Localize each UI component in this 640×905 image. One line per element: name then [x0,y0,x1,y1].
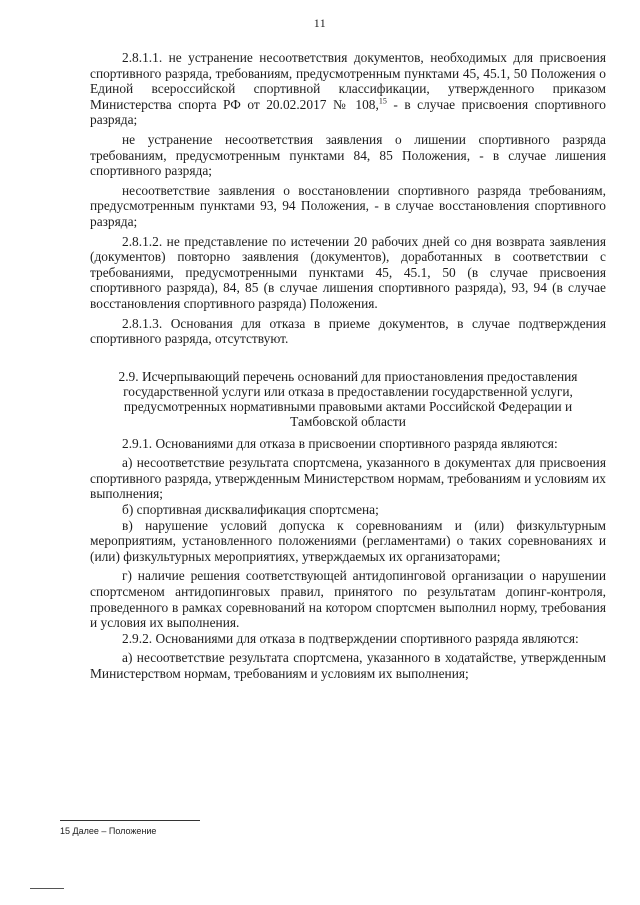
paragraph-2-9-1: 2.9.1. Основаниями для отказа в присвоении спортивного разряда являются: [122,435,558,451]
paragraph-2-8-1-2: 2.8.1.2. не представление по истечении 20 рабочих дней со дня возврата заявления (документов) повторно заявления (документов), доработанных в соответствии с требованиями, предусмотренными пунктами 45, 45.1, 50 (в случае присвоения спортивного разряда), 84, 85 (в случае лишения спортивного разряда), 93, 94 (в случае восстановления спортивного разряда) Положения. [90,233,606,311]
section-heading-2-9: 2.9. Исчерпывающий перечень оснований для приостановления предоставления государственной услуги или отказа в предоставлении государственной услуги, предусмотренных нормативными правовыми актами Российской Федерации и Тамбовской области [118,368,578,429]
footnote: 15 Далее – Положение [60,826,157,836]
footnote-reference: 15 [378,96,387,106]
document-body [90,50,606,682]
bottom-divider [30,888,64,889]
paragraph-2-8-1-1 [90,50,606,128]
paragraph-item-v: в) нарушение условий допуска к соревнованиям и (или) физкультурным мероприятиям, установленного положениями (регламентами) о таких соревнованиях и (или) физкультурных мероприятиях, утверждаемых их организаторами; [90,517,606,564]
paragraph-text: 2.8.1.1. не устранение несоответствия документов, необходимых для присвоения спортивного разряда, требованиям, предусмотренным пунктами 45, 45.1, 50 Положения о Единой всероссийской спортивной классификации, утвержденного приказом Министерства спорта РФ от 20.02.2017 № 108, [90,50,606,112]
paragraph-vosstanovlenie: несоответствие заявления о восстановлении спортивного разряда требованиям, предусмотренным пунктами 93, 94 Положения, - в случае восстановления спортивного разряда; [90,182,606,229]
paragraph-item-g: г) наличие решения соответствующей антидопинговой организации о нарушении спортсменом антидопинговых правил, принятого по результатам допинг-контроля, проведенного в рамках соревнований на котором спортсмен выполнил норму, требования и условия их выполнения. [90,568,606,631]
paragraph-item-a: а) несоответствие результата спортсмена, указанного в документах для присвоения спортивного разряда, утвержденным Министерством нормам, требованиям и условиям их выполнения; [90,455,606,502]
footnote-divider [60,820,200,821]
page-number: 11 [313,16,327,30]
paragraph-lishenie: не устранение несоответствия заявления о лишении спортивного разряда требованиям, предусмотренным пунктами 84, 85 Положения, - в случае лишения спортивного разряда; [90,131,606,179]
paragraph-text-tail: - в случае присвоения спортивного разряда; [90,96,606,128]
paragraph-2-9-2: 2.9.2. Основаниями для отказа в подтверждении спортивного разряда являются: [122,630,579,646]
paragraph-2-8-1-3: 2.8.1.3. Основания для отказа в приеме документов, в случае подтверждения спортивного разряда, отсутствуют. [90,315,606,347]
paragraph-2-9-2-item-a: а) несоответствие результата спортсмена, указанного в ходатайстве, утвержденным Министерством нормам, требованиям и условиям их выполнения; [90,650,606,681]
paragraph-item-b: б) спортивная дисквалификация спортсмена; [122,502,379,518]
